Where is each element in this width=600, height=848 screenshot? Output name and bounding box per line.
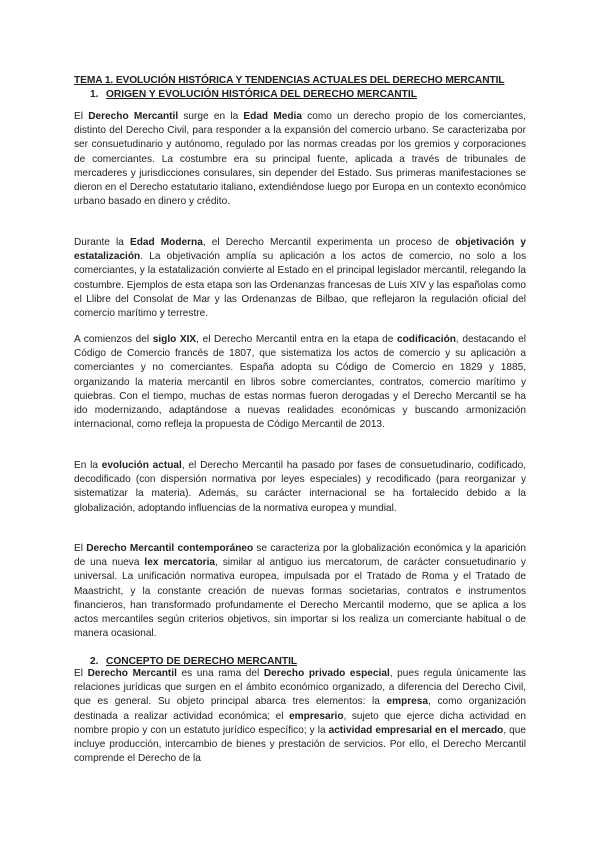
bold-term: codificación	[397, 334, 456, 345]
section-2-number: 2.	[90, 656, 99, 667]
bold-term: Derecho privado especial	[263, 668, 390, 679]
text-run: El	[74, 543, 87, 554]
bold-term: lex mercatoria	[144, 557, 215, 569]
text-run: A comienzos del	[74, 334, 153, 345]
bold-term: Edad Media	[243, 111, 302, 122]
bold-term: Derecho Mercantil contemporáneo	[86, 543, 254, 554]
paragraph-contemporaneo	[74, 542, 526, 641]
text-run: El	[74, 111, 89, 122]
text-run: El	[74, 668, 88, 679]
bold-term: Edad Moderna	[129, 237, 203, 248]
text-run: Durante la	[74, 237, 130, 248]
paragraph-edad-media	[74, 110, 526, 209]
text-run: surge en la	[178, 111, 244, 122]
paragraph-evolucion-actual	[74, 459, 526, 516]
paragraph-edad-moderna	[74, 236, 526, 321]
text-run: , destacando el Código de Comercio francés de 1807, que sistematiza los actos de comercio y su aplicación a comerciantes y no comerciantes. España adopta su Código de Comercio en 1829 y 1885, organizando la materia mercantil en libros sobre comerciantes, contratos, comercio marítimo y quiebras. Con el tiempo, muchas de estas normas fueron derogadas y el Derecho Mercantil se ha ido modernizando, adaptándose a nuevas realidades económicas y buscando armonización internacional, como refleja la propuesta de Código Mercantil de 2013.	[74, 334, 526, 431]
section-1-number: 1.	[90, 89, 99, 100]
text-run: , el Derecho Mercantil entra en la etapa de	[196, 334, 398, 345]
text-run: , el Derecho Mercantil experimenta un proceso de	[202, 237, 456, 248]
text-run: es una rama del	[176, 668, 264, 679]
text-run: En la	[74, 460, 102, 471]
paragraph-siglo-xix	[74, 333, 526, 432]
section-2-heading-text: CONCEPTO DE DERECHO MERCANTIL	[106, 656, 298, 667]
text-run: , sujeto que ejerce dicha actividad en nombre propio y con un estatuto jurídico específico; y la	[74, 710, 527, 736]
text-run: , que incluye producción, intercambio de bienes y prestación de servicios. Por ello, el Derecho Mercantil comprende el Derecho de la	[74, 724, 527, 765]
bold-term: actividad empresarial en el mercado	[328, 724, 504, 736]
bold-term: evolución actual	[101, 460, 182, 471]
bold-term: empresa	[386, 696, 429, 708]
section-1-heading	[90, 88, 417, 101]
text-run: , el Derecho Mercantil ha pasado por fases de consuetudinario, codificado, decodificado (con dispersión normativa por leyes especiales) y recodificado (para reorganizar y sistematizar la materia). Además, su carácter internacional se ha fortalecido debido a la globalización, adoptando influencias de la normativa europea y mundial.	[74, 460, 527, 514]
text-run: , como organización destinada a realizar actividad económica; el	[74, 696, 526, 722]
document-title: TEMA 1. EVOLUCIÓN HISTÓRICA Y TENDENCIAS ACTUALES DEL DERECHO MERCANTIL	[74, 75, 505, 86]
paragraph-concepto	[74, 667, 526, 766]
text-run: se caracteriza por la globalización económica y la aparición de una nueva	[74, 543, 526, 569]
bold-term: siglo XIX	[152, 334, 197, 345]
bold-term: objetivación y estatalización	[74, 237, 527, 263]
bold-term: Derecho Mercantil	[87, 668, 177, 679]
text-run: como un derecho propio de los comerciantes, distinto del Derecho Civil, para responder a la expansión del comercio urbano. Se caracterizaba por ser consuetudinario y autónomo, regulado por las normas creadas por los gremios y corporaciones de comerciantes. La costumbre era su principal fuente, aplicada a través de tribunales de mercaderes y jurisdicciones consulares, sin depender del Estado. Sus primeras manifestaciones se dieron en el Derecho estatutario italiano, extendiéndose luego por Europa en un contexto económico urbano basado en dinero y crédito.	[74, 111, 526, 208]
text-run: , pues regula únicamente las relaciones jurídicas que surgen en el ámbito económico organizado, a diferencia del Derecho Civil, que es general. Su objeto principal abarca tres elementos: la	[74, 668, 526, 708]
bold-term: Derecho Mercantil	[88, 111, 179, 122]
text-run: . La objetivación amplía su aplicación a los actos de comercio, no solo a los comerciantes, y la estatalización convierte al Estado en el principal legislador mercantil, relegando la costumbre. Ejemplos de esta etapa son las Ordenanzas francesas de Luis XIV y las españolas como el Llibre del Consolat de Mar y las Ordenanzas de Bilbao, que reflejaron la regulación oficial del comercio marítimo y terrestre.	[74, 251, 526, 320]
section-1-heading-text: ORIGEN Y EVOLUCIÓN HISTÓRICA DEL DERECHO MERCANTIL	[106, 89, 417, 100]
text-run: , similar al antiguo ius mercatorum, de carácter consuetudinario y universal. La unificación normativa europea, impulsada por el Tratado de Roma y el Tratado de Maastricht, y la constante creación de nuevas formas societarias, contratos e instrumentos financieros, han transformado profundamente el Derecho Mercantil moderno, que se aplica a los actos mercantiles según criterios objetivos, sin importar si los realiza un comerciante habitual o de manera ocasional.	[74, 557, 526, 640]
bold-term: empresario	[289, 710, 344, 722]
